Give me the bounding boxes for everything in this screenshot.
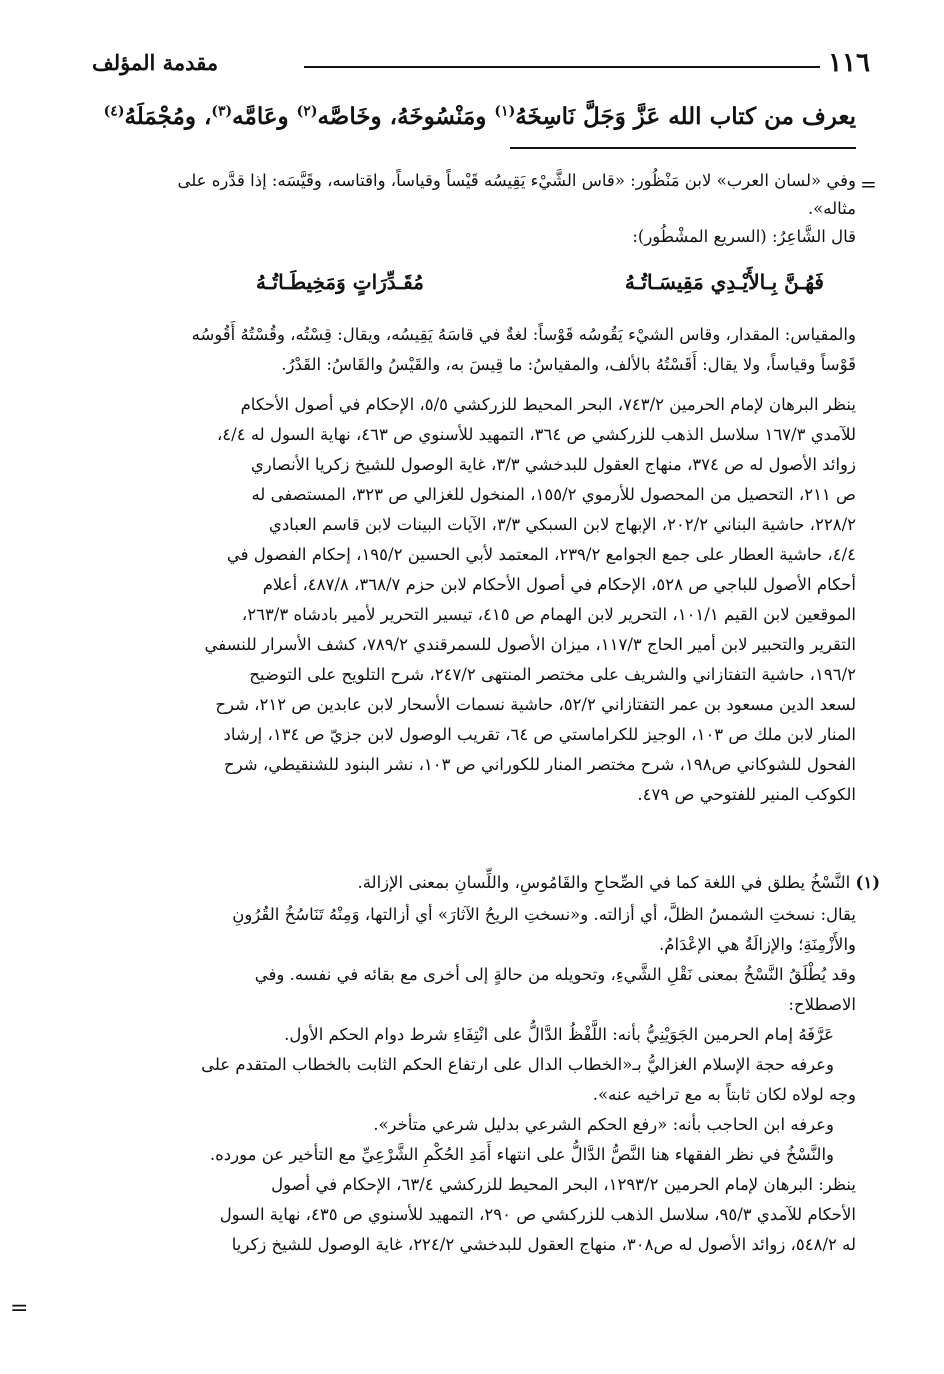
main-text-line: [72, 103, 856, 130]
reference-line: الفحول للشوكاني ص١٩٨، شرح مختصر المنار للكوراني ص ١٠٣، نشر البنود للشنقيطي، شرح: [224, 755, 856, 774]
reference-line: الموقعين لابن القيم ١٠١/١، التحرير لابن الهمام ص ٤١٥، تيسير التحرير لأمير بادشاه ٢٦٣/٣،: [241, 605, 856, 624]
reference-line: ص ٢١١، التحصيل من المحصول للأرموي ١٥٥/٢، المنخول للغزالي ص ٣٢٣، المستصفى له: [251, 485, 856, 504]
footnote-line: [106, 868, 880, 898]
footnote-line: الاصطلاح:: [788, 995, 856, 1014]
footnote-line: والأَزْمِنَةِ؛ والإزالَةُ هي الإعْدَامُ.: [659, 935, 856, 954]
footnote-line: ينظر: البرهان لإمام الحرمين ١٢٩٣/٢، البحر المحيط للزركشي ٦٣/٤، الإحكام في أصول: [271, 1175, 856, 1194]
header-rule: [304, 66, 820, 68]
text-line: وفي «لسان العرب» لابن مَنْظُور: «قاس الشَّيْء يَقِيسُه قَيْساً وقياساً، واقتاسه، وقَيَّسَه: إذا قدَّره على: [177, 171, 856, 190]
reference-line: ١٩٦/٢، حاشية التفتازاني والشريف على مختصر المنتهى ٢٤٧/٢، شرح التلويح على التوضيح: [249, 665, 856, 684]
page-number: ١١٦: [828, 48, 870, 78]
reference-line: ٤/٤، حاشية العطار على جمع الجوامع ٢٣٩/٢، المعتمد لأبي الحسين ١٩٥/٢، إحكام الفصول في: [226, 545, 856, 564]
reference-line: زوائد الأصول له ص ٣٧٤، منهاج العقول للبدخشي ٣/٣، غاية الوصول للشيخ زكريا الأنصاري: [250, 455, 856, 474]
verse-second-hemistich: مُقَـدِّرَاتٍ وَمَخِيطَـاتُـهُ: [255, 270, 424, 294]
footnote-line: وعرفه حجة الإسلام الغزاليُّ بـ«الخطاب الدال على ارتفاع الحكم الثابت بالخطاب المتقدم على: [201, 1055, 834, 1074]
footnote-line: له ٥٤٨/٢، زوائد الأصول له ص٣٠٨، منهاج العقول للبدخشي ٢٢٤/٢، غاية الوصول للشيخ زكريا: [231, 1235, 856, 1254]
footnote-1-body: [106, 900, 856, 1260]
text-line: قَوْساً وقياساً، ولا يقال: أَقَسْتُهُ بالألف، والمقياسُ: ما قِيسَ به، والقَيْسُ والقَاسُ: القَدْرُ.: [281, 355, 856, 374]
footnote-number: (١): [855, 873, 880, 892]
verse-first-hemistich: فَهُـنَّ بِـالأَيْـدِي مَقِيسَـاتُـهُ: [624, 270, 824, 294]
continuation-mark: =: [860, 172, 877, 196]
main-text-part: يعرف من كتاب الله عَزَّ وَجَلَّ نَاسِخَهُ: [515, 103, 856, 130]
reference-line: التقرير والتحبير لابن أمير الحاج ١١٧/٣، ميزان الأصول للسمرقندي ٧٨٩/٢، كشف الأسرار للنسفي: [204, 635, 856, 654]
reference-line: ينظر البرهان لإمام الحرمين ٧٤٣/٢، البحر المحيط للزركشي ٥/٥، الإحكام في أصول الأحكام: [240, 395, 856, 414]
reference-line: الكوكب المنير للفتوحي ص ٤٧٩.: [637, 785, 856, 804]
footnote-ref-2: (٢): [296, 103, 318, 120]
footnote-line: الأحكام للآمدي ٩٥/٣، سلاسل الذهب للزركشي ص ٢٩٠، التمهيد للأسنوي ص ٤٣٥، نهاية السول: [219, 1205, 856, 1224]
footnote-text: النَّسْخُ يطلق في اللغة كما في الصِّحاحِ والقَامُوسِ، واللِّسانِ بمعنى الإزالة.: [357, 873, 851, 892]
text-line: والمقياس: المقدار، وقاس الشيْء يَقُوسُه قَوْساً: لغةٌ في قاسَهُ يَقِيسُه، ويقال: قِسْتُه، وقُسْتُهُ أَقُوسُه: [191, 325, 856, 344]
footnote-line: وعرفه ابن الحاجب بأنه: «رفع الحكم الشرعي بدليل شرعي متأخر».: [373, 1115, 834, 1134]
reference-line: ٢٢٨/٢، حاشية البناني ٢٠٢/٢، الإبهاج لابن السبكي ٣/٣، الآيات البينات لابن قاسم العبادي: [268, 515, 856, 534]
footnote-ref-3: (٣): [211, 103, 233, 120]
reference-line: المنار لابن ملك ص ١٠٣، الوجيز للكراماستي ص ٦٤، تقريب الوصول لابن جزيّ ص ١٣٤، إرشاد: [223, 725, 856, 744]
footnote-separator-rule: [510, 147, 856, 149]
footnote-line: يقال: نسختِ الشمسُ الظلَّ، أي أزالته. و«نسختِ الريحُ الآثارَ» أي أزالتها، وَمِنْهُ تَنَاسُخُ القُرُونِ: [232, 905, 856, 924]
references-paragraph: [106, 390, 856, 810]
footnote-line: وقد يُطْلَقُ النَّسْخُ بمعنى نَقْلِ الشَّيءِ، وتحويله من حالةٍ إلى أخرى مع بقائه في نفسه. وفي: [254, 965, 856, 984]
footnote-line: والنَّسْخُ في نظر الفقهاء هنا النَّصُّ الدَّالُّ على انتهاء أَمَدِ الحُكْمِ الشَّرْعِيِّ مع التأخير عن مورده.: [209, 1145, 834, 1164]
footnote-1: [106, 868, 880, 898]
lisan-quote: [106, 166, 856, 252]
page-header: [92, 44, 878, 84]
footnote-line: وجه لولاه لكان ثابتاً به مع تراخيه عنه».: [592, 1085, 856, 1104]
main-text-part: ومَنْسُوخَهُ، وخَاصَّه: [317, 103, 495, 130]
footnote-line: عَرَّفَهُ إمام الحرمين الجَوَيْنِيُّ بأنه: اللَّفْظُ الدَّالُّ على انْتِفَاءِ شرط دوام الحكم الأول.: [284, 1025, 834, 1044]
main-text-part: ، ومُجْمَلَهُ: [124, 103, 212, 130]
reference-line: أحكام الأصول للباجي ص ٥٢٨، الإحكام في أصول الأحكام لابن حزم ٣٦٨/٧، ٤٨٧/٨، أعلام: [262, 575, 856, 594]
main-text-part: وعَامَّه: [232, 103, 297, 130]
text-line: قال الشَّاعِرُ: (السريع المشْطُور):: [632, 227, 856, 246]
reference-line: للآمدي ١٦٧/٣ سلاسل الذهب للزركشي ص ٣٦٤، التمهيد للأسنوي ص ٤٦٣، نهاية السول له ٤/٤،: [216, 425, 856, 444]
text-line: مثاله».: [807, 199, 856, 218]
poetry-verse: [104, 270, 844, 306]
running-title: مقدمة المؤلف: [92, 50, 219, 75]
footnote-ref-1: (١): [494, 103, 516, 120]
reference-line: لسعد الدين مسعود بن عمر التفتازاني ٥٢/٢، حاشية نسمات الأسحار لابن عابدين ص ٢١٢، شرح: [215, 695, 856, 714]
continuation-mark: =: [10, 1296, 29, 1321]
footnote-ref-4: (٤): [103, 103, 125, 120]
miqyas-paragraph: [106, 320, 856, 380]
